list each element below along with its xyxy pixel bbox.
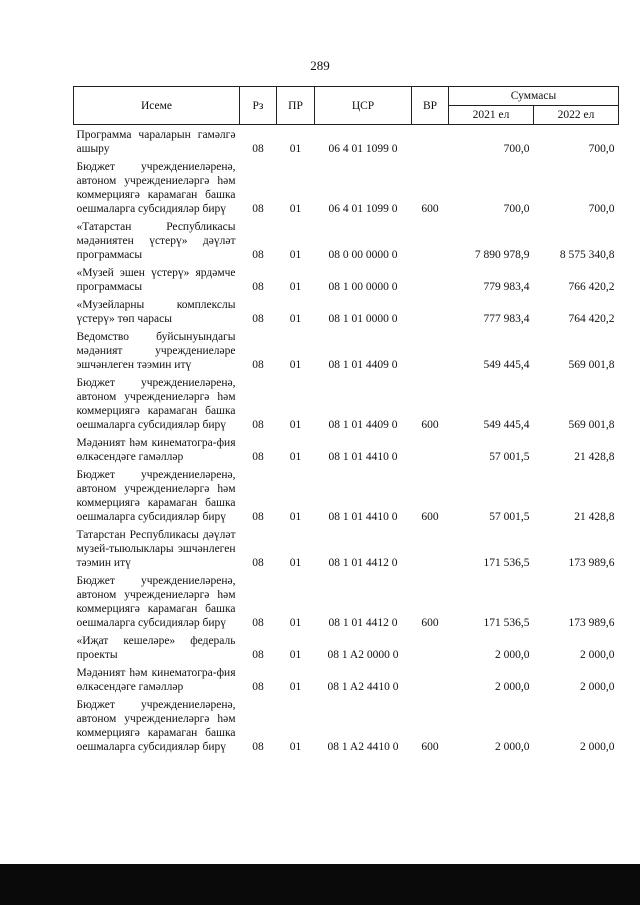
header-name: Исеме (74, 87, 240, 125)
row-csr: 08 1 00 0000 0 (328, 281, 398, 293)
row-csr: 08 1 01 0000 0 (328, 313, 398, 325)
table-row (74, 125, 619, 158)
row-rz: 08 (252, 617, 264, 629)
row-name: Программа чараларын гамәлгә ашыру (76, 129, 236, 155)
row-rz: 08 (252, 557, 264, 569)
table-body (74, 125, 619, 756)
row-sum-2022: 764 420,2 (568, 313, 615, 325)
row-vr: 600 (421, 511, 439, 523)
row-sum-2022: 700,0 (588, 203, 615, 215)
table-row (74, 571, 619, 631)
row-sum-2022: 8 575 340,8 (559, 249, 615, 261)
row-csr: 08 1 A2 4410 0 (327, 681, 399, 693)
row-rz: 08 (252, 249, 264, 261)
row-csr: 08 1 01 4412 0 (328, 617, 398, 629)
row-name: Бюджет учреждениеләренә, автоном учреждениеләргә һәм коммерциягә карамаган башка оешмаларга субсидияләр бирү (76, 469, 236, 523)
row-name: Мәдәният һәм кинематогра-фия өлкәсендәге гамәлләр (76, 667, 236, 693)
row-pr: 01 (289, 419, 302, 431)
row-rz: 08 (252, 313, 264, 325)
row-rz: 08 (252, 359, 264, 371)
row-name: Мәдәният һәм кинематогра-фия өлкәсендәге гамәлләр (76, 437, 236, 463)
row-rz: 08 (252, 649, 264, 661)
row-vr: 600 (421, 741, 439, 753)
row-csr: 08 1 01 4410 0 (328, 511, 398, 523)
row-sum-2022: 173 989,6 (568, 557, 615, 569)
table-row (74, 295, 619, 327)
row-sum-2021: 2 000,0 (495, 649, 530, 661)
row-sum-2021: 700,0 (503, 203, 530, 215)
row-sum-2021: 779 983,4 (483, 281, 530, 293)
row-sum-2022: 766 420,2 (568, 281, 615, 293)
row-vr (412, 217, 449, 263)
row-rz: 08 (252, 451, 264, 463)
row-name: Бюджет учреждениеләренә, автоном учреждениеләргә һәм коммерциягә карамаган башка оешмаларга субсидияләр бирү (76, 575, 236, 629)
row-sum-2022: 21 428,8 (574, 451, 615, 463)
row-pr: 01 (289, 143, 302, 155)
row-pr: 01 (289, 313, 302, 325)
row-pr: 01 (289, 617, 302, 629)
row-sum-2021: 57 001,5 (489, 511, 530, 523)
table-row (74, 525, 619, 571)
row-name: Ведомство буйсынуындагы мәдәният учреждениеләре эшчәнлеген тәэмин итү (76, 331, 236, 371)
header-csr: ЦСР (315, 87, 412, 125)
row-csr: 08 0 00 0000 0 (328, 249, 398, 261)
row-sum-2022: 700,0 (588, 143, 615, 155)
header-year-2021: 2021 ел (449, 106, 534, 125)
row-pr: 01 (289, 451, 302, 463)
row-sum-2021: 549 445,4 (483, 359, 530, 371)
row-vr: 600 (421, 203, 439, 215)
table-row (74, 631, 619, 663)
row-name: Бюджет учреждениеләренә, автоном учреждениеләргә һәм коммерциягә карамаган башка оешмаларга субсидияләр бирү (76, 161, 236, 215)
row-vr (412, 631, 449, 663)
row-rz: 08 (252, 203, 264, 215)
row-sum-2021: 2 000,0 (495, 681, 530, 693)
row-pr: 01 (289, 359, 302, 371)
header-sums: Суммасы (449, 87, 619, 106)
row-rz: 08 (252, 741, 264, 753)
row-name: «Татарстан Республикасы мәдәниятен үстерү» дәүләт программасы (76, 221, 236, 261)
row-rz: 08 (252, 419, 264, 431)
row-rz: 08 (252, 143, 264, 155)
row-csr: 08 1 01 4409 0 (328, 419, 398, 431)
row-vr (412, 295, 449, 327)
row-sum-2022: 569 001,8 (568, 419, 615, 431)
row-name: «Музей эшен үстерү» ярдәмче программасы (76, 267, 236, 293)
row-sum-2022: 2 000,0 (580, 681, 615, 693)
row-sum-2021: 171 536,5 (483, 617, 530, 629)
row-sum-2021: 777 983,4 (483, 313, 530, 325)
table-row (74, 263, 619, 295)
row-name: Бюджет учреждениеләренә, автоном учреждениеләргә һәм коммерциягә карамаган башка оешмаларга субсидияләр бирү (76, 377, 236, 431)
row-csr: 08 1 A2 0000 0 (327, 649, 399, 661)
row-name: Татарстан Республикасы дәүләт музей-тыюлыклары эшчәнлеген тәэмин итү (76, 529, 236, 569)
row-pr: 01 (289, 681, 302, 693)
row-vr (412, 663, 449, 695)
row-vr: 600 (421, 617, 439, 629)
header-rz: Рз (240, 87, 277, 125)
row-csr: 08 1 A2 4410 0 (327, 741, 399, 753)
row-sum-2021: 57 001,5 (489, 451, 530, 463)
table-row (74, 373, 619, 433)
row-name: «Музейларны комплекслы үстерү» төп чарасы (76, 299, 236, 325)
row-pr: 01 (289, 649, 302, 661)
row-pr: 01 (289, 557, 302, 569)
row-vr: 600 (421, 419, 439, 431)
row-sum-2022: 21 428,8 (574, 511, 615, 523)
row-sum-2022: 173 989,6 (568, 617, 615, 629)
row-pr: 01 (289, 249, 302, 261)
row-csr: 08 1 01 4412 0 (328, 557, 398, 569)
row-sum-2022: 2 000,0 (580, 649, 615, 661)
row-sum-2021: 549 445,4 (483, 419, 530, 431)
table-row (74, 217, 619, 263)
row-pr: 01 (289, 203, 302, 215)
row-rz: 08 (252, 281, 264, 293)
row-vr (412, 433, 449, 465)
row-name: «Иҗат кешеләре» федераль проекты (76, 635, 236, 661)
table-row (74, 663, 619, 695)
row-rz: 08 (252, 681, 264, 693)
row-vr (412, 263, 449, 295)
table-row (74, 433, 619, 465)
table-row (74, 327, 619, 373)
row-vr (412, 327, 449, 373)
row-csr: 06 4 01 1099 0 (328, 203, 398, 215)
row-csr: 08 1 01 4410 0 (328, 451, 398, 463)
row-vr (412, 125, 449, 158)
table-row (74, 157, 619, 217)
row-sum-2022: 569 001,8 (568, 359, 615, 371)
table-row (74, 465, 619, 525)
row-sum-2022: 2 000,0 (580, 741, 615, 753)
row-pr: 01 (289, 741, 302, 753)
header-vr: ВР (412, 87, 449, 125)
row-sum-2021: 7 890 978,9 (474, 249, 530, 261)
row-sum-2021: 2 000,0 (495, 741, 530, 753)
page-number: 289 (310, 58, 330, 73)
row-sum-2021: 700,0 (503, 143, 530, 155)
row-csr: 08 1 01 4409 0 (328, 359, 398, 371)
scan-bottom-edge (0, 864, 640, 905)
row-pr: 01 (289, 511, 302, 523)
row-csr: 06 4 01 1099 0 (328, 143, 398, 155)
header-year-2022: 2022 ел (534, 106, 619, 125)
row-sum-2021: 171 536,5 (483, 557, 530, 569)
table-row (74, 695, 619, 755)
row-rz: 08 (252, 511, 264, 523)
row-vr (412, 525, 449, 571)
row-pr: 01 (289, 281, 302, 293)
row-name: Бюджет учреждениеләренә, автоном учреждениеләргә һәм коммерциягә карамаган башка оешмаларга субсидияләр бирү (76, 699, 236, 753)
header-pr: ПР (277, 87, 315, 125)
budget-table (73, 86, 619, 755)
